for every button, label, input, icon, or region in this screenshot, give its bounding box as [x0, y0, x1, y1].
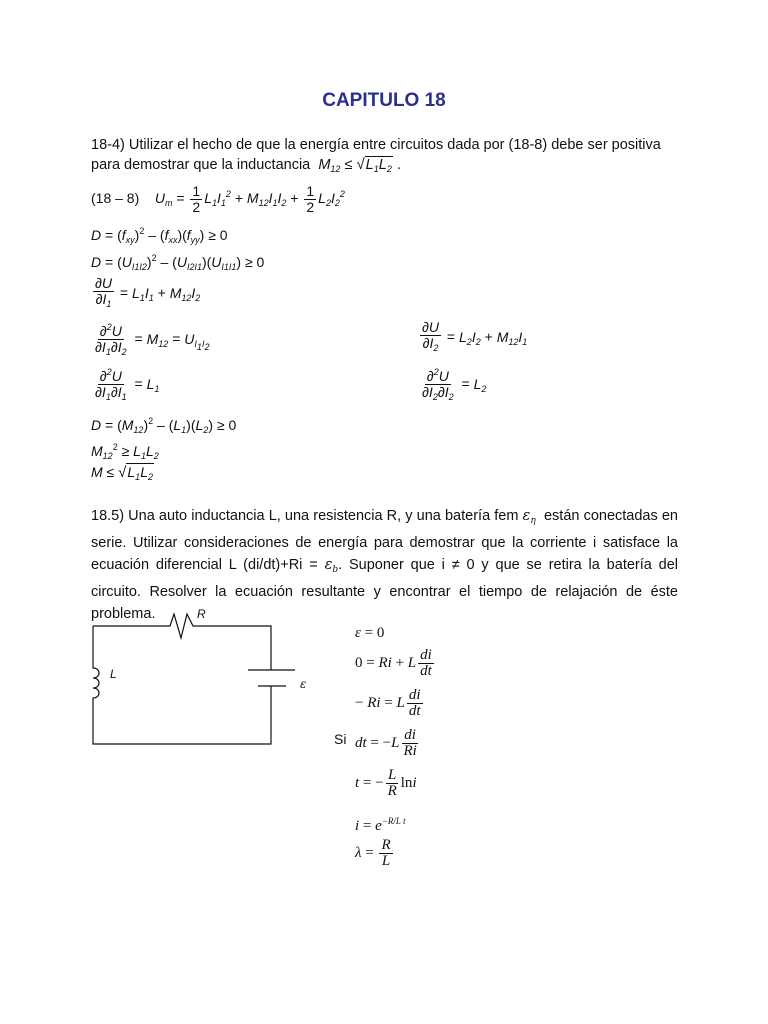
sol-kirchhoff: 0 = Ri + L $\frac{di}{dt}$ [355, 647, 432, 679]
sol-emf-zero: ε = 0 [355, 625, 385, 641]
top-wire-with-resistor [93, 614, 271, 670]
problem-18-5-text-c: . Suponer que i ≠ 0 y que se retira la batería del circuito. Resolver la ecuación resultante y encontrar el tiempo de relajación de éste problema. [91, 557, 679, 622]
discriminant-result: $D = (M_{12})^2 - (L_1)(L_2) \ge 0$ [91, 416, 237, 435]
statement-period: . [396, 157, 401, 173]
equation-18-8: (18 – 8) $U_m$ = $\frac{1}{2}$ $L_1I_1^2 + M_{12}I_1I_2$ + $\frac{1}{2}$ $L_2I_2^2$ [91, 183, 345, 215]
resistor-label: R [197, 607, 206, 621]
sol-lambda: λ = $\frac{R}{L}$ [355, 837, 391, 869]
inductance-inequality: $M_{12} \le √L_1L_2$ [318, 156, 392, 174]
inductor-label: L [110, 667, 117, 681]
inductor-coil [93, 626, 99, 702]
sol-minus-ri: − Ri = L $\frac{di}{dt}$ [355, 687, 421, 719]
rl-circuit-diagram [88, 606, 308, 751]
second-partial-i1-i2: $\frac{\partial^2U}{\partial I_1\partial I_2}$ = $M_{12} = U_{I_1I_2}$ [95, 322, 210, 357]
partial-u-i2: $\frac{\partial U}{\partial I_2}$ = $L_2I_2 + M_{12}I_1$ [422, 319, 528, 353]
problem-18-5-text-a: 18.5) Una auto inductancia L, una resistencia R, y una batería fem [91, 508, 519, 524]
sol-t: t = − $\frac{L}{R}$ lni [355, 767, 417, 799]
problem-18-4-statement [91, 136, 678, 179]
page-title: CAPITULO 18 [322, 90, 446, 111]
second-partial-i1-i1: $\frac{\partial^2U}{\partial I_1\partial I_1}$ = $L_1$ [95, 367, 160, 402]
sol-dt: dt = −L $\frac{di}{Ri}$ [355, 727, 417, 759]
problem-18-5-text-b: están conectadas en serie. Utilizar consideraciones de energía para demostrar que la corriente i satisface la ecuación diferencial L (di/dt)+Ri = [91, 508, 678, 573]
emf-symbol-b: $\varepsilon_b$ [324, 557, 339, 575]
sol-si-label: Si [334, 731, 347, 747]
discriminant-definition: $D = (f_{xy})^2 - (f_{xx})(f_{yy}) \ge 0$ [91, 226, 228, 245]
battery-label: ε [300, 677, 307, 691]
bottom-wire [93, 686, 271, 744]
sol-i-exp: $i = e^{-R/L t}$ [355, 816, 406, 834]
problem-18-4-text: 18-4) Utilizar el hecho de que la energía entre circuitos dada por (18-8) debe ser positiva para demostrar que la inductancia [91, 137, 661, 173]
partial-u-i1: $\frac{\partial U}{\partial I_1}$ = $L_1I_1 + M_{12}I_2$ [95, 275, 201, 309]
m-sqrt-inequality: $M \le √L_1L_2$ [91, 464, 153, 482]
m12-squared-inequality: $M_{12}^2 \ge L_1L_2$ [91, 442, 159, 461]
discriminant-energy: $D = (U_{I1I2})^2 - (U_{I2I1})(U_{I1I1}) \ge 0$ [91, 253, 265, 272]
second-partial-i2-i2: $\frac{\partial^2U}{\partial I_2\partial I_2}$ = $L_2$ [422, 367, 487, 402]
emf-symbol: $\varepsilon_\eta$ [522, 508, 536, 526]
equation-label: (18 – 8) [91, 190, 140, 207]
